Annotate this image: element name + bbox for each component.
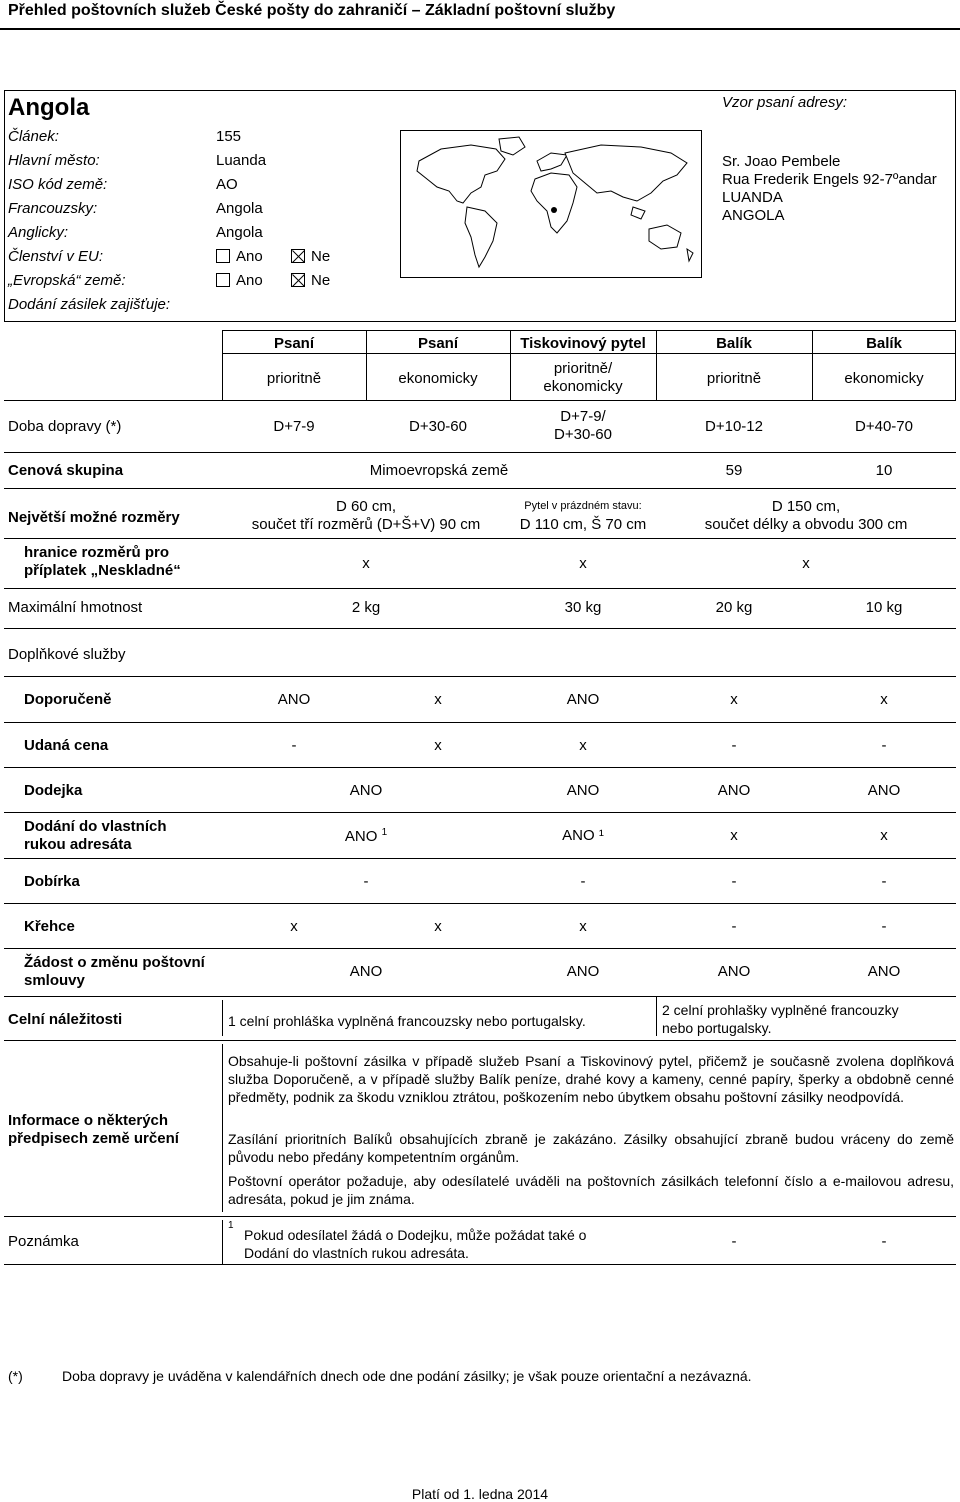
service-value-c5: -	[881, 737, 887, 754]
field-label-delivery: Dodání zásilek zajišťuje:	[8, 296, 171, 313]
eu-yes-checkbox[interactable]	[216, 249, 230, 263]
field-value-capital: Luanda	[216, 152, 267, 169]
info-divider	[222, 1044, 223, 1212]
service-value-c3: x	[579, 737, 587, 754]
field-label-iso: ISO kód země:	[8, 176, 108, 193]
col-head-parcel-economy: Balík	[866, 335, 902, 352]
service-cod-label: Dobírka	[24, 873, 80, 890]
row-line-transport	[4, 400, 956, 401]
info-paragraph-3: Poštovní operátor požaduje, aby odesílatelé uváděli na poštovních zásilkách telefonní číslo a e-mailovou adresu, adresáta, pokud je jim známa.	[228, 1173, 954, 1207]
transport-c3b: D+30-60	[554, 426, 612, 443]
remark-label: Poznámka	[8, 1233, 79, 1250]
transport-c3a: D+7-9/	[560, 408, 606, 425]
field-value-article: 155	[216, 128, 242, 145]
service-contract-label-2: smlouvy	[24, 972, 85, 989]
angola-location-marker	[551, 207, 557, 213]
service-own-hands-c12-sup: 1	[381, 827, 388, 838]
weight-c12: 2 kg	[351, 599, 381, 616]
service-cod-c4: -	[731, 873, 737, 890]
col-divider-5	[955, 330, 956, 400]
service-value-c2: x	[434, 737, 442, 754]
address-heading: Vzor psaní adresy:	[722, 94, 848, 111]
row-line-dimensions	[4, 488, 956, 489]
row-line-customs	[4, 996, 956, 997]
field-label-french: Francouzsky:	[8, 200, 98, 217]
world-map-graphic	[401, 131, 701, 277]
info-label-2: předpisech země určení	[8, 1130, 179, 1147]
sub-head-letter-economy: ekonomicky	[398, 370, 478, 387]
transport-c1: D+7-9	[273, 418, 315, 435]
price-group-c5: 10	[875, 462, 893, 479]
european-yes-label: Ano	[236, 272, 263, 289]
sub-head-parcel-economy: ekonomicky	[844, 370, 924, 387]
valid-from: Platí od 1. ledna 2014	[411, 1486, 549, 1502]
sub-head-letter-priority: prioritně	[266, 370, 322, 387]
field-label-english: Anglicky:	[8, 224, 69, 241]
col-head-parcel-priority: Balík	[716, 335, 752, 352]
row-line-services	[4, 628, 956, 629]
field-label-capital: Hlavní město:	[8, 152, 100, 169]
price-group-c123: Mimoevropská země	[369, 462, 509, 479]
info-paragraph-2: Zasílání prioritních Balíků obsahujících zbraně je zakázáno. Zásilky obsahující zbraně budou vráceny do země původu nebo předány kompetentním orgánům.	[228, 1131, 954, 1165]
service-recommended-c5: x	[880, 691, 888, 708]
service-value-c4: -	[731, 737, 737, 754]
header-divider	[222, 353, 956, 354]
sub-head-bag-1: prioritně/	[553, 360, 613, 377]
remark-c4: -	[731, 1233, 737, 1250]
service-receipt-c5: ANO	[867, 782, 901, 799]
col-divider-3	[656, 330, 657, 400]
field-label-european: „Evropská“ země:	[8, 272, 126, 289]
weight-c4: 20 kg	[715, 599, 753, 616]
field-label-eu: Členství v EU:	[8, 248, 104, 265]
sub-head-bag-2: ekonomicky	[543, 378, 623, 395]
row-line-svc-2	[4, 767, 956, 768]
row-line-weight	[4, 588, 956, 589]
row-line-info	[4, 1040, 956, 1041]
bulky-c3: x	[579, 555, 587, 572]
col-divider-2	[510, 330, 511, 400]
service-contract-label-1: Žádost o změnu poštovní	[24, 954, 205, 971]
transport-label: Doba dopravy (*)	[8, 418, 122, 435]
service-recommended-c4: x	[730, 691, 738, 708]
customs-parcels-1: 2 celní prohlašky vyplněné francouzky	[662, 1002, 899, 1018]
eu-no-label: Ne	[311, 248, 331, 265]
weight-c5: 10 kg	[865, 599, 903, 616]
services-label: Doplňkové služby	[8, 646, 126, 663]
service-recommended-c3: ANO	[566, 691, 600, 708]
bulky-c45: x	[802, 555, 810, 572]
service-fragile-c2: x	[434, 918, 442, 935]
service-receipt-c4: ANO	[717, 782, 751, 799]
sub-head-parcel-priority: prioritně	[706, 370, 762, 387]
field-value-french: Angola	[216, 200, 263, 217]
row-line-price	[4, 452, 956, 453]
weight-label: Maximální hmotnost	[8, 599, 143, 616]
field-label-article: Článek:	[8, 128, 59, 145]
eu-no-checkbox[interactable]	[291, 249, 305, 263]
service-fragile-c4: -	[731, 918, 737, 935]
table-bottom-border	[4, 1264, 956, 1265]
col-head-letter-economy: Psaní	[417, 335, 459, 352]
european-no-label: Ne	[311, 272, 331, 289]
weight-c3: 30 kg	[564, 599, 602, 616]
col-head-printed-bag: Tiskovinový pytel	[520, 335, 646, 352]
service-value-label: Udaná cena	[24, 737, 109, 754]
bulky-label-1: hranice rozměrů pro	[24, 544, 170, 561]
country-name: Angola	[8, 94, 90, 121]
service-contract-c5: ANO	[867, 963, 901, 980]
row-line-bulky	[4, 538, 956, 539]
service-receipt-c12: ANO	[349, 782, 383, 799]
row-line-svc-4	[4, 858, 956, 859]
service-fragile-c3: x	[579, 918, 587, 935]
customs-parcels-2: nebo portugalsky.	[662, 1020, 772, 1036]
service-recommended-c1: ANO	[277, 691, 311, 708]
remark-text-1: Pokud odesílatel žádá o Dodejku, může požádat také o	[244, 1227, 587, 1243]
european-yes-checkbox[interactable]	[216, 273, 230, 287]
field-value-iso: AO	[216, 176, 238, 193]
service-own-hands-c4: x	[730, 827, 738, 844]
service-cod-c5: -	[881, 873, 887, 890]
address-line-4: ANGOLA	[722, 207, 785, 224]
service-contract-c3: ANO	[566, 963, 600, 980]
transport-c4: D+10-12	[705, 418, 763, 435]
service-contract-c4: ANO	[717, 963, 751, 980]
service-value-c1: -	[291, 737, 297, 754]
price-group-c4: 59	[725, 462, 743, 479]
dimensions-c45b: součet délky a obvodu 300 cm	[704, 516, 908, 533]
customs-letters: 1 celní prohláška vyplněná francouzsky nebo portugalsky.	[228, 1013, 586, 1029]
service-own-hands-c12	[222, 827, 510, 845]
service-own-hands-label-1: Dodání do vlastních	[24, 818, 167, 835]
european-options	[216, 272, 330, 289]
european-no-checkbox[interactable]	[291, 273, 305, 287]
row-line-remark	[4, 1216, 956, 1217]
service-own-hands-c3: ANO ¹	[562, 827, 604, 844]
remark-superscript: 1	[228, 1220, 234, 1231]
address-line-2: Rua Frederik Engels 92-7ºandar	[722, 171, 937, 188]
document-title: Přehled poštovních služeb České pošty do zahraničí – Základní poštovní služby	[8, 2, 616, 19]
service-recommended-c2: x	[434, 691, 442, 708]
service-receipt-label: Dodejka	[24, 782, 83, 799]
bulky-label-2: příplatek „Neskladné“	[24, 562, 181, 579]
col-divider-1	[366, 330, 367, 400]
row-line-svc-5	[4, 903, 956, 904]
col-head-letter-priority: Psaní	[273, 335, 315, 352]
row-line-svc-0	[4, 676, 956, 677]
dimensions-c3b: D 110 cm, Š 70 cm	[519, 516, 647, 533]
remark-text-2: Dodání do vlastních rukou adresáta.	[244, 1245, 469, 1261]
transport-c5: D+40-70	[855, 418, 913, 435]
eu-yes-label: Ano	[236, 248, 263, 265]
service-own-hands-c12-text: ANO	[344, 828, 378, 845]
service-recommended-label: Doporučeně	[24, 691, 112, 708]
address-line-1: Sr. Joao Pembele	[722, 153, 841, 170]
price-group-label: Cenová skupina	[8, 462, 124, 479]
row-line-svc-6	[4, 948, 956, 949]
world-map	[400, 130, 702, 278]
col-divider-0	[222, 330, 223, 400]
eu-options	[216, 248, 330, 265]
info-paragraph-1: Obsahuje-li poštovní zásilka v případě služeb Psaní a Tiskovinový pytel, přičemž je současně zvolena doplňková služba Doporučeně, a v případě služby Balík peníze, drahé kovy a kameny, cenné papíry, šperky a obdobně cenné předměty, podnik za škodu vzniklou ztrátou, poškozením nebo úbytkem obsahu poštovní zásilky neodpovídá.	[228, 1053, 954, 1105]
dimensions-c12b: součet tří rozměrů (D+Š+V) 90 cm	[251, 516, 481, 533]
service-fragile-c5: -	[881, 918, 887, 935]
table-top-border	[222, 330, 956, 331]
row-line-svc-1	[4, 722, 956, 723]
footnote-mark: (*)	[8, 1368, 23, 1384]
service-fragile-c1: x	[290, 918, 298, 935]
service-own-hands-label-2: rukou adresáta	[24, 836, 132, 853]
service-fragile-label: Křehce	[24, 918, 75, 935]
dimensions-c45a: D 150 cm,	[771, 498, 841, 515]
service-own-hands-c5: x	[880, 827, 888, 844]
remark-c5: -	[881, 1233, 887, 1250]
field-value-english: Angola	[216, 224, 263, 241]
customs-label: Celní náležitosti	[8, 1011, 123, 1028]
footnote-text: Doba dopravy je uváděna v kalendářních dnech ode dne podání zásilky; je však pouze orientační a nezávazná.	[62, 1368, 752, 1384]
header-rule	[0, 28, 960, 30]
service-receipt-c3: ANO	[566, 782, 600, 799]
dimensions-c3a: Pytel v prázdném stavu:	[524, 500, 642, 512]
bulky-c12: x	[362, 555, 370, 572]
dimensions-c12a: D 60 cm,	[335, 498, 396, 515]
customs-divider-mid	[656, 996, 657, 1036]
row-line-svc-3	[4, 812, 956, 813]
remark-divider	[222, 1220, 223, 1264]
service-cod-c3: -	[580, 873, 586, 890]
service-contract-c12: ANO	[349, 963, 383, 980]
address-line-3: LUANDA	[722, 189, 783, 206]
col-divider-4	[812, 330, 813, 400]
dimensions-label: Největší možné rozměry	[8, 509, 180, 526]
transport-c2: D+30-60	[409, 418, 467, 435]
info-label-1: Informace o některých	[8, 1112, 169, 1129]
service-cod-c12: -	[363, 873, 369, 890]
customs-divider-left	[222, 1000, 223, 1036]
